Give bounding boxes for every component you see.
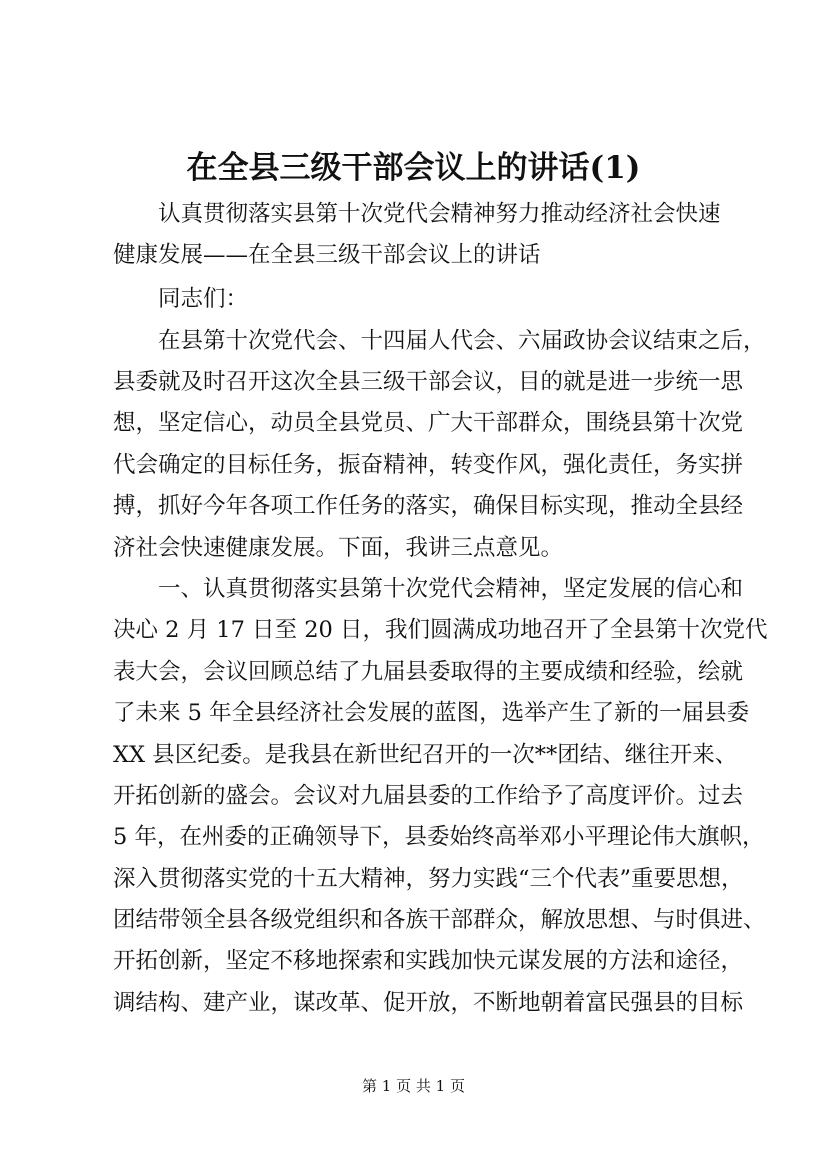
- body-line: 健康发展——在全县三级干部会议上的讲话: [113, 242, 541, 268]
- body-line: XX 县区纪委。是我县在新世纪召开的一次**团结、继往开来、: [113, 742, 738, 768]
- body-line: 5 年，在州委的正确领导下，县委始终高举邓小平理论伟大旗帜，: [113, 824, 765, 850]
- body-line: 想，坚定信心，动员全县党员、广大干部群众，围绕县第十次党: [113, 410, 744, 436]
- page-footer: 第 1 页 共 1 页: [362, 1077, 465, 1095]
- body-line: 调结构、建产业，谋改革、促开放，不断地朝着富民强县的目标: [113, 990, 744, 1016]
- body-line: 表大会，会议回顾总结了九届县委取得的主要成绩和经验，绘就: [113, 659, 744, 685]
- body-line: 深入贯彻落实党的十五大精神，努力实践“三个代表”重要思想，: [113, 866, 744, 892]
- body-line: 开拓创新的盛会。会议对九届县委的工作给予了高度评价。过去: [113, 783, 744, 809]
- body-line: 济社会快速健康发展。下面，我讲三点意见。: [113, 535, 564, 561]
- body-line: 一、认真贯彻落实县第十次党代会精神，坚定发展的信心和: [113, 576, 744, 602]
- body-line: 在县第十次党代会、十四届人代会、六届政协会议结束之后，: [113, 328, 766, 354]
- body-line: 开拓创新，坚定不移地探索和实践加快元谋发展的方法和途径，: [113, 948, 744, 974]
- body-line: 决心 2 月 17 日至 20 日，我们圆满成功地召开了全县第十次党代: [113, 617, 768, 643]
- body-line: 搏，抓好今年各项工作任务的落实，确保目标实现，推动全县经: [113, 493, 744, 519]
- body-line: 县委就及时召开这次全县三级干部会议，目的就是进一步统一思: [113, 369, 744, 395]
- body-line: 认真贯彻落实县第十次党代会精神努力推动经济社会快速: [113, 201, 721, 227]
- body-line: 了未来 5 年全县经济社会发展的蓝图，选举产生了新的一届县委: [113, 700, 750, 726]
- body-line: 团结带领全县各级党组织和各族干部群众，解放思想、与时俱进、: [113, 907, 766, 933]
- body-line: 同志们：: [113, 286, 249, 312]
- document-title: 在全县三级干部会议上的讲话(1): [186, 150, 641, 186]
- body-line: 代会确定的目标任务，振奋精神，转变作风，强化责任，务实拼: [113, 452, 744, 478]
